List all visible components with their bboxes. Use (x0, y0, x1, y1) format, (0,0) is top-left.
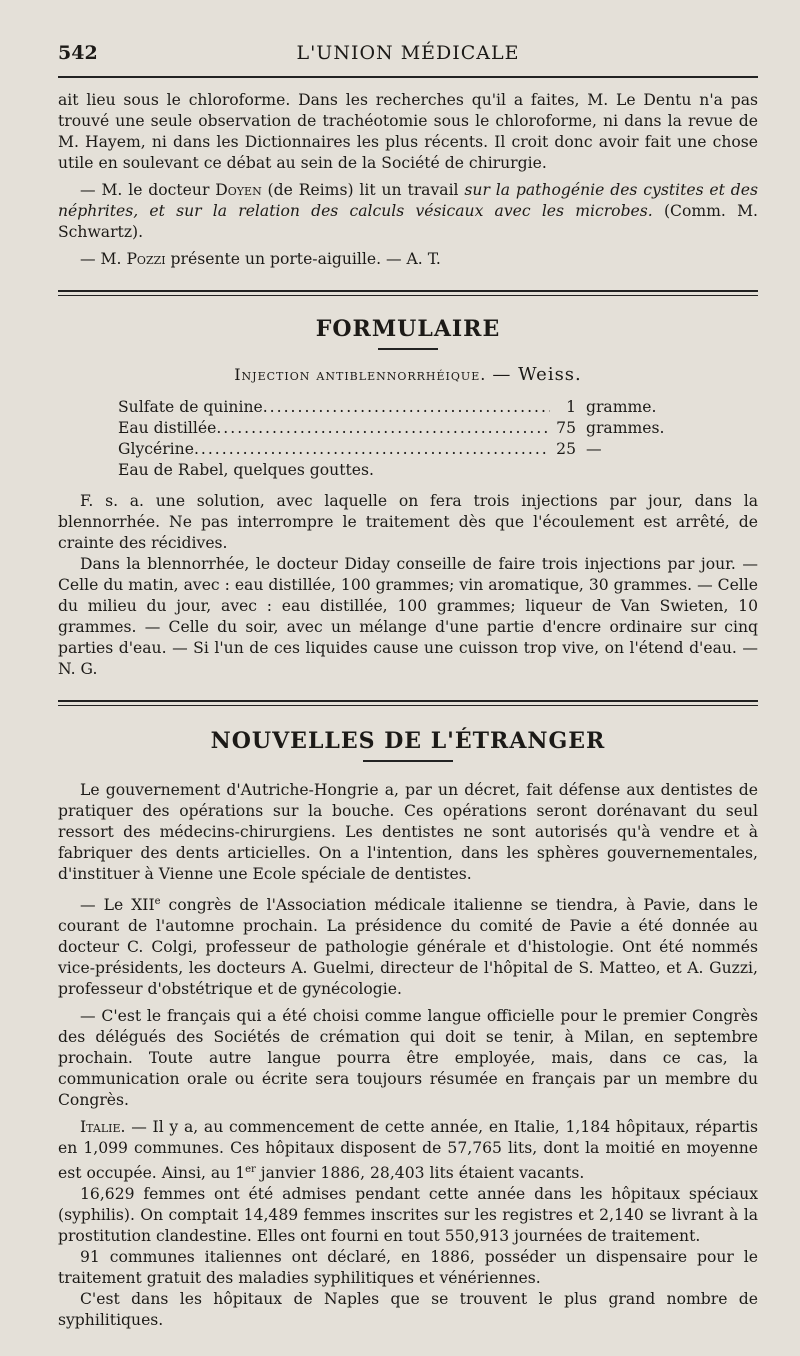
intro-paragraph-3: — M. Pozzi présente un porte-aiguille. — A. T. (80, 250, 441, 268)
news-paragraph-6: 91 communes italiennes ont déclaré, en 1886, posséder un dispensaire pour le traitement gratuit des maladies syphilitiques et vénériennes. (58, 1248, 758, 1288)
formulaire-paragraph-2: Dans la blennorrhée, le docteur Diday conseille de faire trois injections par jour. — Celle du matin, avec : eau distillée, 100 grammes; vin aromatique, 30 grammes. — Celle du milieu du jour, avec : eau distillée, 100 grammes; liqueur de Van Swieten, 10 grammes. — Celle du soir, avec un mélange d'une partie d'encre ordinaire sur cinq parties d'eau. — Si l'un de ces liquides cause une cuisson trop vive, on l'étend d'eau. — N. G. (58, 555, 758, 678)
news-paragraph-1: Le gouvernement d'Autriche-Hongrie a, par un décret, fait défense aux dentistes de pratiquer des opérations sur la bouche. Ces opérations seront dorénavant du seul ressort des médecins-chirurgiens. Les dentistes ne sont autorisés qu'à vendre et à fabriquer des dents articielles. On a l'intention, dans les sphères gouvernementales, d'instituer à Vienne une Ecole spéciale de dentistes. (58, 781, 758, 883)
ingredient-row: Glycérine ..... 25 — (118, 439, 678, 460)
news-paragraph-2: — Le XIIe congrès de l'Association médicale italienne se tiendra, à Pavie, dans le courant de l'automne prochain. La présidence du comité de Pavie a été donnée au docteur C. Colgi, professeur de pathologie générale et d'histologie. Ont été nommés vice-présidents, les docteurs A. Guelmi, directeur de l'hôpital de S. Matteo, et A. Guzzi, professeur d'obstétrique et de gynécologie. (58, 896, 758, 999)
recipe-title: Injection antiblennorrhéique. — Weiss. (234, 364, 582, 385)
ingredient-row: Sulfate de quinine ..... 1 gramme. (118, 397, 678, 418)
news-paragraph-3: — C'est le français qui a été choisi comme langue officielle pour le premier Congrès des délégués des Sociétés de crémation qui doit se tenir, à Milan, en septembre prochain. Toute autre langue pourra être employée, mais, dans ce cas, la communication orale ou écrite sera toujours résumée en français par un membre du Congrès. (58, 1007, 758, 1110)
header-rule (58, 76, 758, 78)
intro-section (58, 90, 758, 270)
formulaire-paragraph-1: F. s. a. une solution, avec laquelle on fera trois injections par jour, dans la blennorrhée. Ne pas interrompre le traitement dès que l'écoulement est arrêté, de crainte des récidives. (58, 492, 758, 552)
nouvelles-section (58, 728, 758, 1331)
title-underline (378, 348, 438, 350)
formulaire-section (58, 316, 758, 680)
section-title-nouvelles: NOUVELLES DE L'ÉTRANGER (210, 728, 606, 754)
ingredient-row: Eau distillée ..... 75 grammes. (118, 418, 678, 439)
recipe-ingredients (118, 397, 758, 481)
author-doyen: Doyen (215, 181, 262, 199)
work-title: sur la pathogénie des cystites et des néphrites, et sur la relation des calculs vésicaux avec les microbes. (58, 181, 759, 220)
intro-paragraph-2: — M. le docteur Doyen (de Reims) lit un travail sur la pathogénie des cystites et des néphrites, et sur la relation des calculs vésicaux avec les microbes. (Comm. M. Schwartz). (58, 181, 759, 241)
running-head (58, 36, 758, 76)
title-underline (363, 760, 453, 762)
author-pozzi: Pozzi (126, 250, 166, 268)
intro-paragraph-1: ait lieu sous le chloroforme. Dans les recherches qu'il a faites, M. Le Dentu n'a pas trouvé une seule observation de trachéotomie sous le chloroforme, ni dans la revue de M. Hayem, ni dans les Dictionnaires les plus récents. Il croit donc avoir fait une chose utile en soulevant ce débat au sein de la Société de chirurgie. (58, 91, 758, 172)
news-paragraph-5: 16,629 femmes ont été admises pendant cette année dans les hôpitaux spéciaux (syphilis). On comptait 14,489 femmes inscrites sur les registres et 2,140 se livrant à la prostitution clandestine. Elles ont fourni en tout 550,913 journées de traitement. (58, 1185, 758, 1246)
news-paragraph-4: Italie. — Il y a, au commencement de cette année, en Italie, 1,184 hôpitaux, répartis en 1,099 communes. Ces hôpitaux disposent de 57,765 lits, dont la moitié en moyenne est occupée. Ainsi, au 1er janvier 1886, 28,403 lits étaient vacants. (58, 1118, 758, 1183)
ingredient-extra: Eau de Rabel, quelques gouttes. (118, 461, 374, 479)
section-title-formulaire: FORMULAIRE (315, 316, 501, 342)
section-divider (58, 700, 758, 706)
section-divider (58, 290, 758, 296)
journal-title: L'UNION MÉDICALE (296, 42, 520, 64)
news-paragraph-7: C'est dans les hôpitaux de Naples que se trouvent le plus grand nombre de syphilitiques. (58, 1290, 758, 1330)
page-number: 542 (58, 42, 98, 64)
